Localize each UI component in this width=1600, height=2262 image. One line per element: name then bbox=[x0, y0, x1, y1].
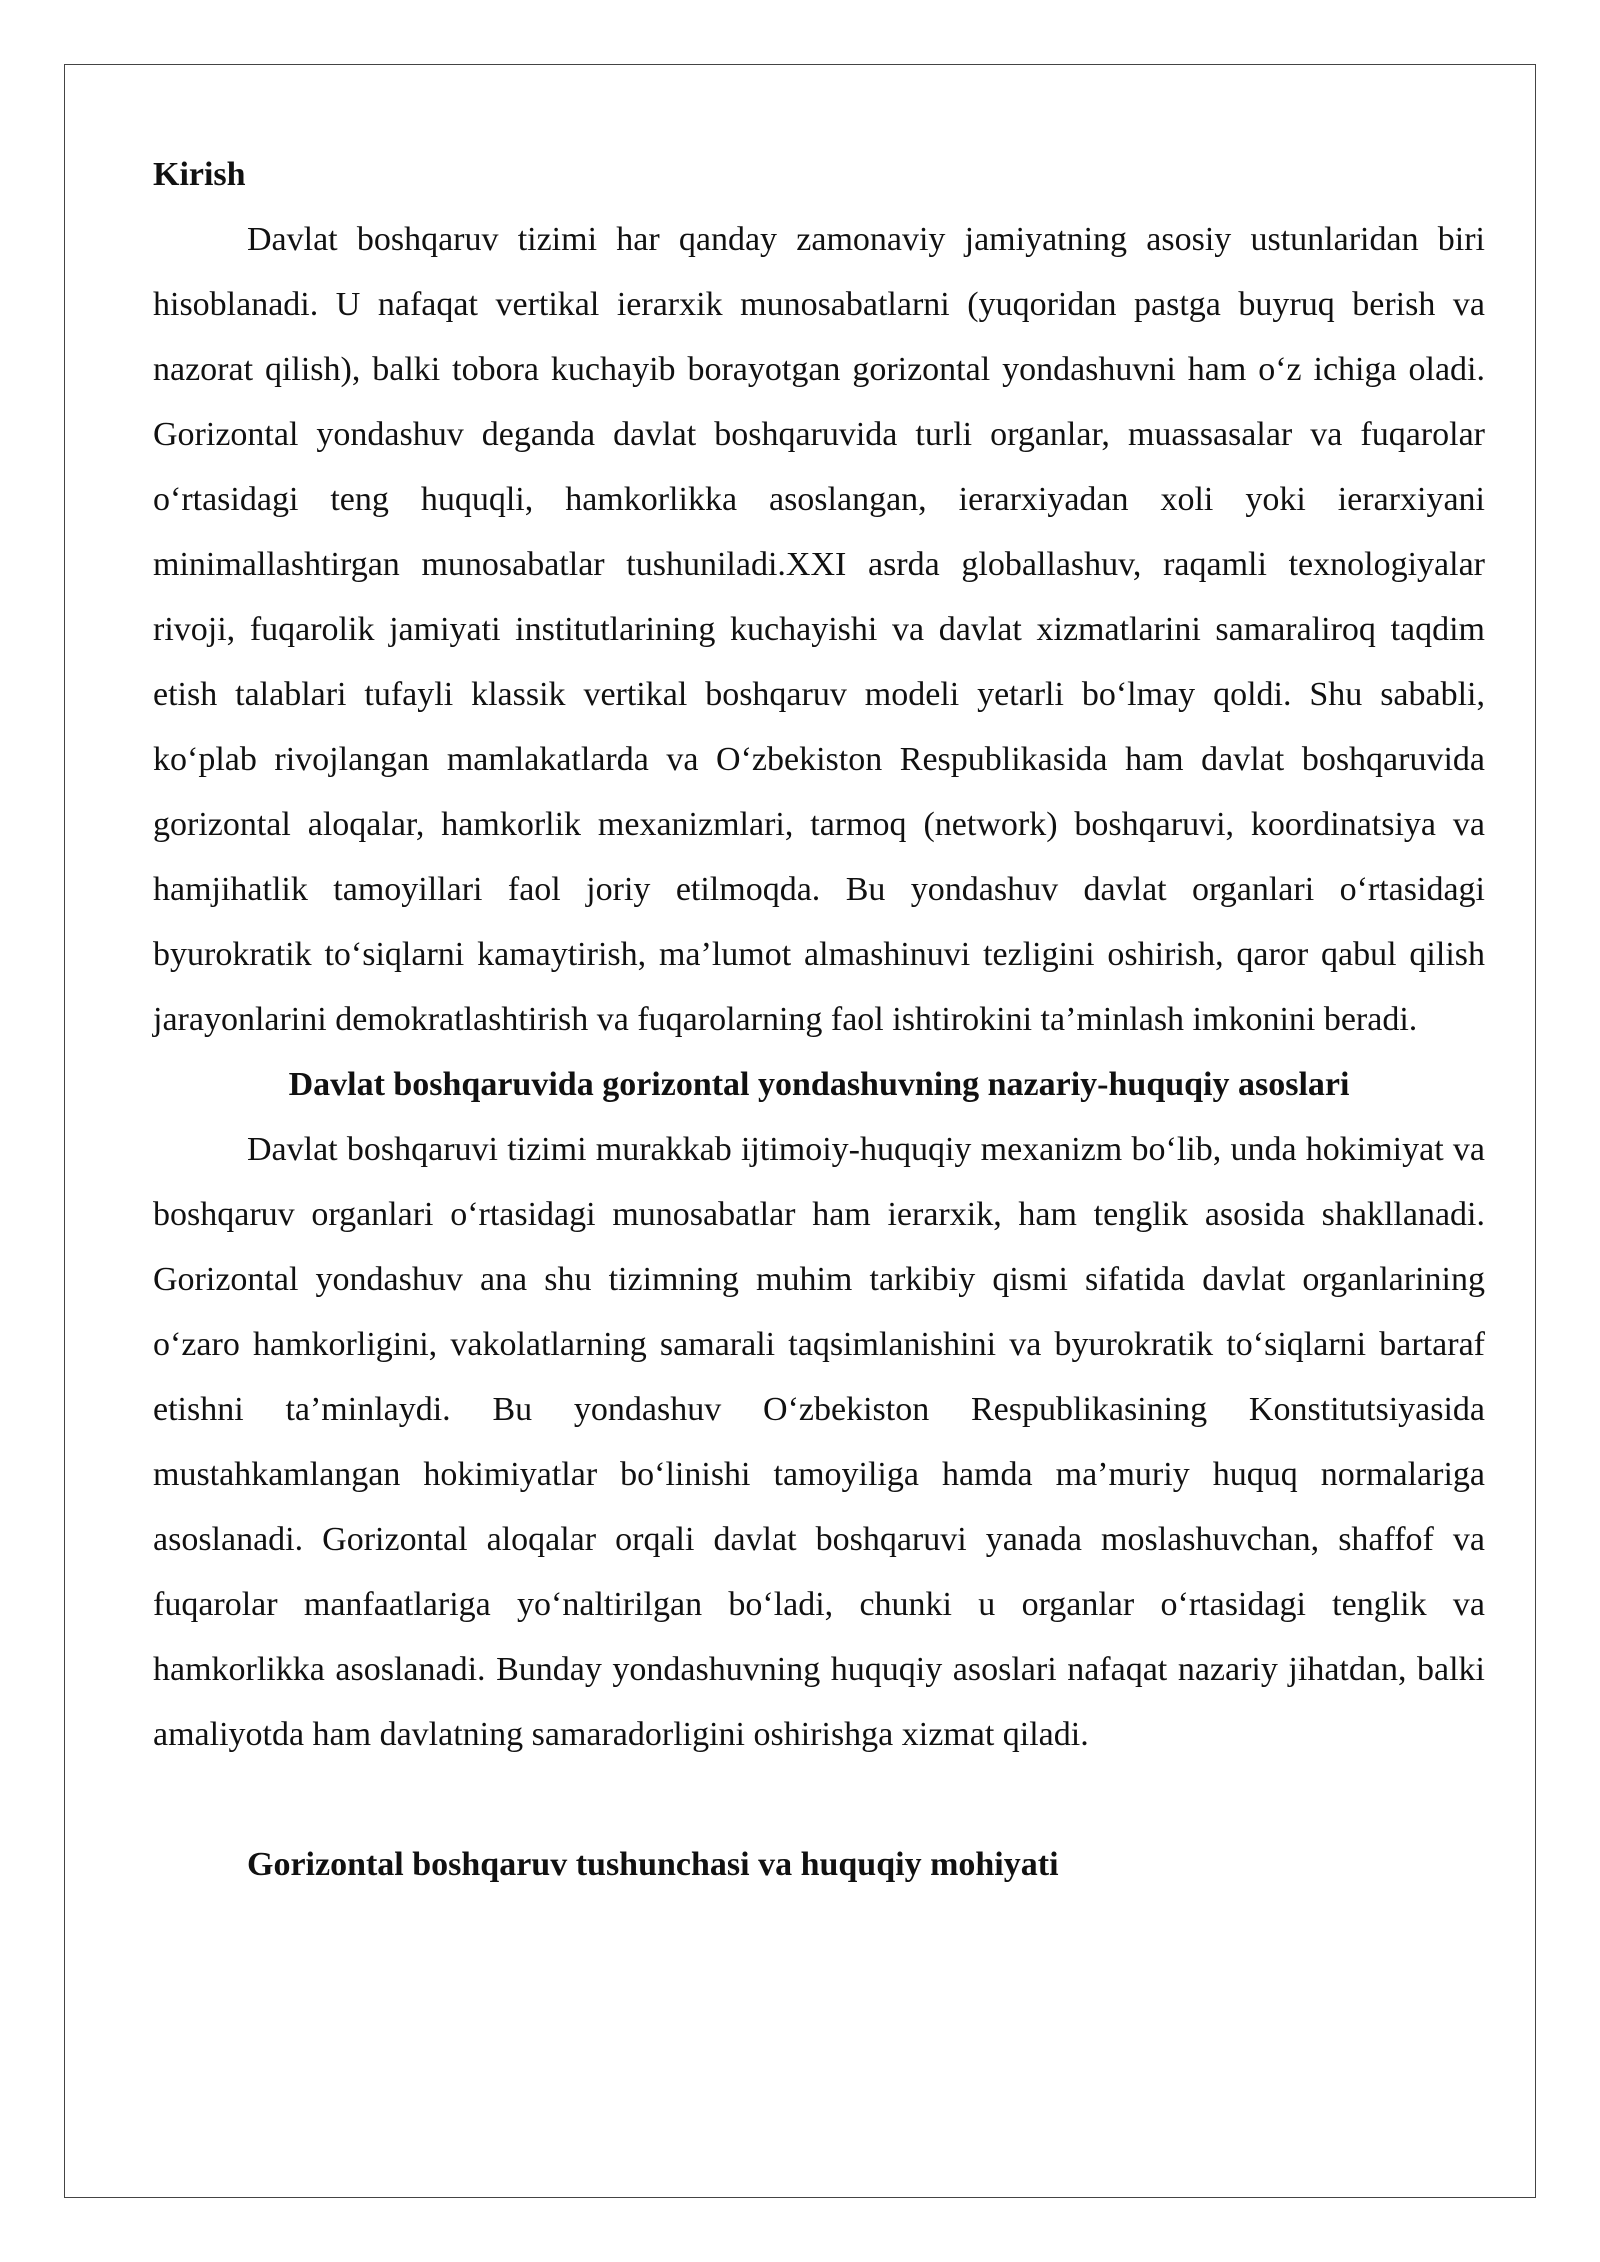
section1-paragraph: Davlat boshqaruvi tizimi murakkab ijtimoiy-huquqiy mexanizm bo‘lib, unda hokimiyat va boshqaruv organlari o‘rtasidagi munosabatlar ham ierarxik, ham tenglik asosida shakllanadi. Gorizontal yondashuv ana shu tizimning muhim tarkibiy qismi sifatida davlat organlarining o‘zaro hamkorligini, vakolatlarning samarali taqsimlanishini va byurokratik to‘siqlarni bartaraf etishni ta’minlaydi. Bu yondashuv O‘zbekiston Respublikasining Konstitutsiyasida mustahkamlangan hokimiyatlar bo‘linishi tamoyiliga hamda ma’muriy huquq normalariga asoslanadi. Gorizontal aloqalar orqali davlat boshqaruvi yanada moslashuvchan, shaffof va fuqarolar manfaatlariga yo‘naltirilgan bo‘ladi, chunki u organlar o‘rtasidagi tenglik va hamkorlikka asoslanadi. Bunday yondashuvning huquqiy asoslari nafaqat nazariy jihatdan, balki amaliyotda ham davlatning samaradorligini oshirishga xizmat qiladi. bbox=[153, 1131, 1485, 1753]
document-body bbox=[153, 142, 1485, 1897]
section1-heading: Davlat boshqaruvida gorizontal yondashuvning nazariy-huquqiy asoslari bbox=[288, 1066, 1350, 1103]
section2-heading: Gorizontal boshqaruv tushunchasi va huquqiy mohiyati bbox=[247, 1846, 1059, 1883]
intro-paragraph: Davlat boshqaruv tizimi har qanday zamonaviy jamiyatning asosiy ustunlaridan biri hisoblanadi. U nafaqat vertikal ierarxik munosabatlarni (yuqoridan pastga buyruq berish va nazorat qilish), balki tobora kuchayib borayotgan gorizontal yondashuvni ham o‘z ichiga oladi. Gorizontal yondashuv deganda davlat boshqaruvida turli organlar, muassasalar va fuqarolar o‘rtasidagi teng huquqli, hamkorlikka asoslangan, ierarxiyadan xoli yoki ierarxiyani minimallashtirgan munosabatlar tushuniladi.XXI asrda globallashuv, raqamli texnologiyalar rivoji, fuqarolik jamiyati institutlarining kuchayishi va davlat xizmatlarini samaraliroq taqdim etish talablari tufayli klassik vertikal boshqaruv modeli yetarli bo‘lmay qoldi. Shu sababli, ko‘plab rivojlangan mamlakatlarda va O‘zbekiston Respublikasida ham davlat boshqaruvida gorizontal aloqalar, hamkorlik mexanizmlari, tarmoq (network) boshqaruvi, koordinatsiya va hamjihatlik tamoyillari faol joriy etilmoqda. Bu yondashuv davlat organlari o‘rtasidagi byurokratik to‘siqlarni kamaytirish, ma’lumot almashinuvi tezligini oshirish, qaror qabul qilish jarayonlarini demokratlashtirish va fuqarolarning faol ishtirokini ta’minlash imkonini beradi. bbox=[153, 221, 1485, 1038]
intro-heading: Kirish bbox=[153, 156, 246, 193]
